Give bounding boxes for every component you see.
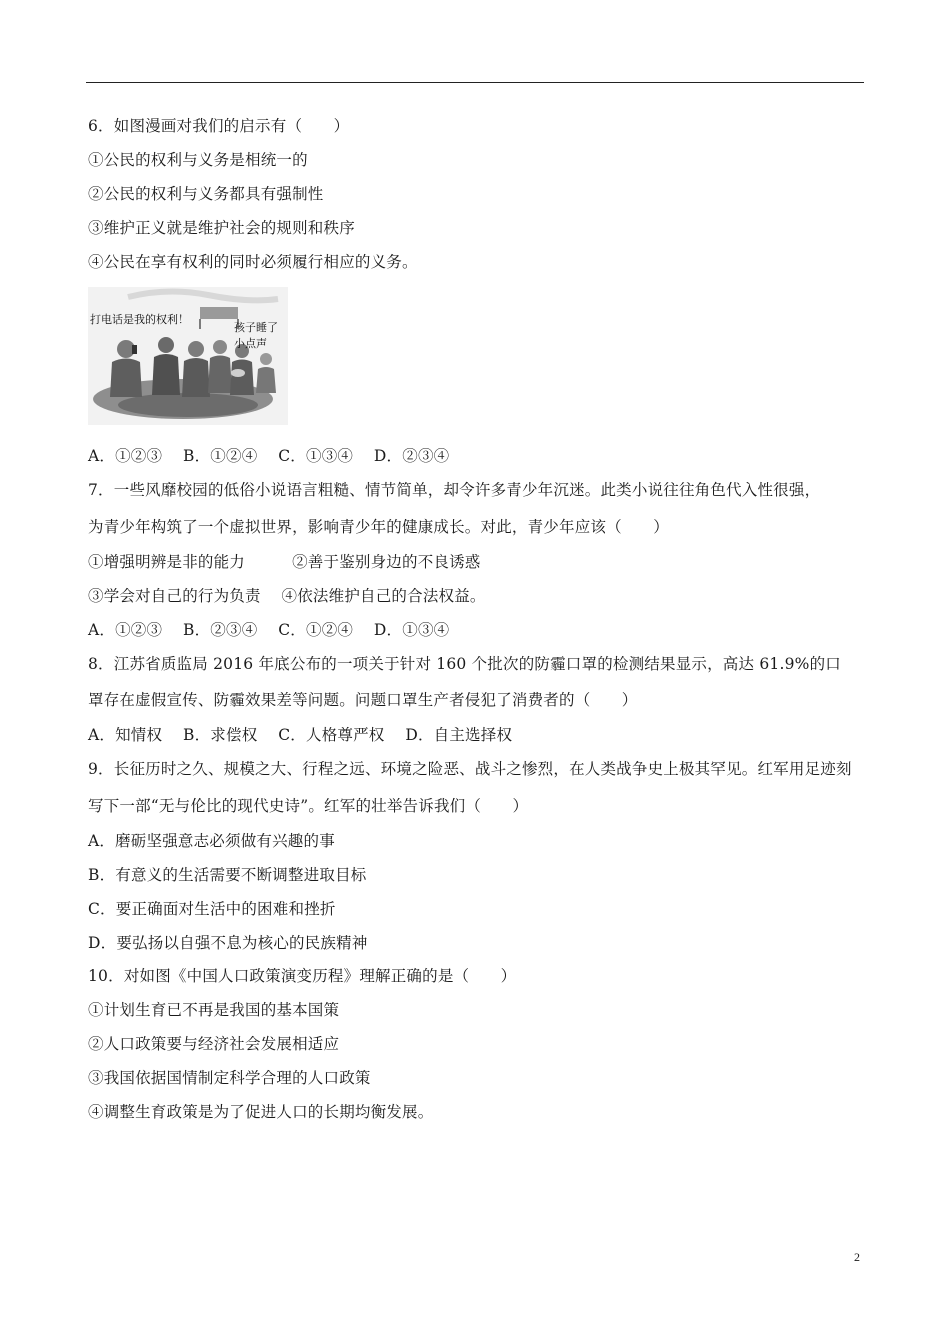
q10-stem: 10．对如图《中国人口政策演变历程》理解正确的是（ ） xyxy=(88,967,517,985)
q7-stem-line1: 7．一些风靡校园的低俗小说语言粗糙、情节简单，却令许多青少年沉迷。此类小说往往角色代入性很强， xyxy=(88,481,821,499)
q9-stem-line1: 9．长征历时之久、规模之大、行程之远、环境之险恶、战斗之惨烈，在人类战争史上极其罕见。红军用足迹刻 xyxy=(88,760,852,778)
q10-item-2: ②人口政策要与经济社会发展相适应 xyxy=(88,1035,340,1053)
q8-options: A．知情权 B．求偿权 C．人格尊严权 D．自主选择权 xyxy=(88,726,513,744)
q8-stem-line2: 罩存在虚假宣传、防霾效果差等问题。问题口罩生产者侵犯了消费者的（ ） xyxy=(88,691,638,709)
q9-option-b: B．有意义的生活需要不断调整进取目标 xyxy=(88,866,367,884)
q10-item-3: ③我国依据国情制定科学合理的人口政策 xyxy=(88,1069,371,1087)
q6-item-2: ②公民的权利与义务都具有强制性 xyxy=(88,185,324,203)
cartoon-illustration xyxy=(88,287,288,425)
q7-items-line2: ③学会对自己的行为负责 ④依法维护自己的合法权益。 xyxy=(88,587,486,605)
q9-option-a: A．磨砺坚强意志必须做有兴趣的事 xyxy=(88,832,335,850)
cartoon-speech-right-line2: 小点声 xyxy=(234,337,267,350)
q6-stem: 6．如图漫画对我们的启示有（ ） xyxy=(88,117,350,135)
q7-options: A．①②③ B．②③④ C．①②④ D．①③④ xyxy=(88,621,450,639)
q10-item-1: ①计划生育已不再是我国的基本国策 xyxy=(88,1001,340,1019)
q9-option-c: C．要正确面对生活中的困难和挫折 xyxy=(88,900,336,918)
q7-items-line1: ①增强明辨是非的能力 ②善于鉴别身边的不良诱惑 xyxy=(88,553,481,571)
q10-item-4: ④调整生育政策是为了促进人口的长期均衡发展。 xyxy=(88,1103,434,1121)
q6-item-3: ③维护正义就是维护社会的规则和秩序 xyxy=(88,219,355,237)
q8-stem-line1: 8．江苏省质监局 2016 年底公布的一项关于针对 160 个批次的防霾口罩的检测结果显示，高达 61.9%的口 xyxy=(88,655,841,673)
cartoon-speech-left: 打电话是我的权利！ xyxy=(90,313,189,326)
q6-item-4: ④公民在享有权利的同时必须履行相应的义务。 xyxy=(88,253,418,271)
q9-stem-line2: 写下一部“无与伦比的现代史诗”。红军的壮举告诉我们（ ） xyxy=(88,797,529,815)
cartoon-speech-right-line1: 孩子睡了 xyxy=(234,321,278,334)
q6-options: A．①②③ B．①②④ C．①③④ D．②③④ xyxy=(88,447,450,465)
header-rule xyxy=(86,82,864,83)
q9-option-d: D．要弘扬以自强不息为核心的民族精神 xyxy=(88,934,368,952)
q6-cartoon xyxy=(88,287,288,425)
page-number: 2 xyxy=(854,1250,860,1264)
q7-stem-line2: 为青少年构筑了一个虚拟世界，影响青少年的健康成长。对此，青少年应该（ ） xyxy=(88,518,669,536)
q6-item-1: ①公民的权利与义务是相统一的 xyxy=(88,151,308,169)
